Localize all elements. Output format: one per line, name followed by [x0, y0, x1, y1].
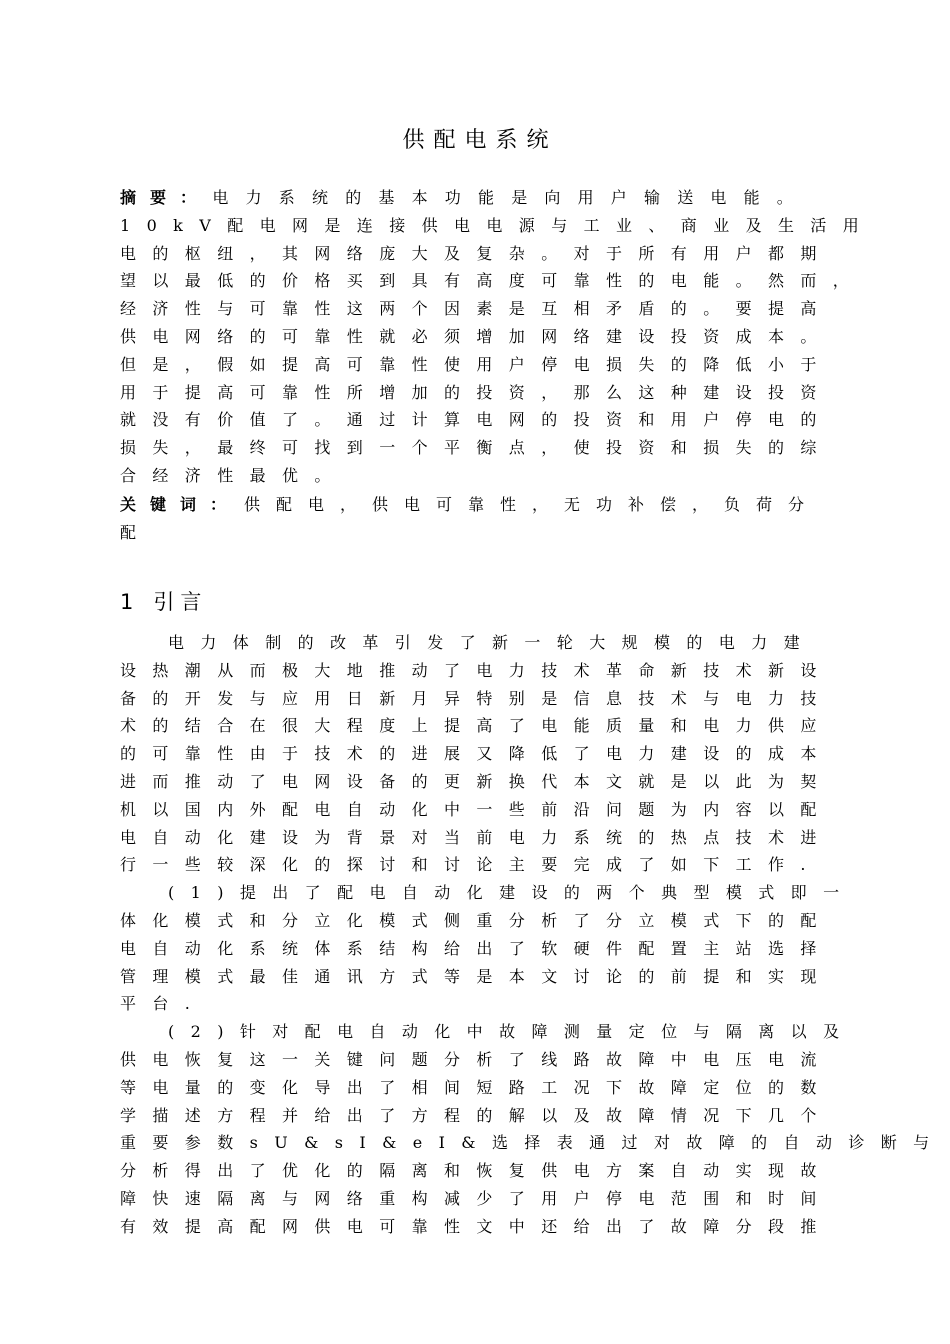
body-line: 设热潮从而极大地推动了电力技术革命新技术新设: [120, 660, 833, 680]
abstract-line: 经济性与可靠性这两个因素是互相矛盾的。要提高: [120, 299, 833, 319]
body-line: 机以国内外配电自动化中一些前沿问题为内容以配: [120, 799, 833, 819]
keywords-block: [120, 491, 820, 547]
body-line: 平台.: [120, 994, 207, 1014]
keywords-label: 关键词：: [120, 495, 241, 514]
body-line: 障快速隔离与网络重构减少了用户停电范围和时间: [120, 1188, 833, 1208]
abstract-line: 就没有价值了。通过计算电网的投资和用户停电的: [120, 410, 833, 430]
body-line: 供电恢复这一关键问题分析了线路故障中电压电流: [120, 1049, 833, 1069]
body-line: 行一些较深化的探讨和讨论主要完成了如下工作.: [120, 855, 822, 875]
keywords-text: 供配电，供电可靠性，无功补偿，负荷分: [243, 495, 820, 514]
keywords-line: 配: [120, 522, 137, 542]
abstract-line: 但是，假如提高可靠性使用户停电损失的降低小于: [120, 354, 833, 374]
body-line: 分析得出了优化的隔离和恢复供电方案自动实现故: [120, 1161, 833, 1181]
body-line: (1)提出了配电自动化建设的两个典型模式即一: [168, 883, 856, 903]
body-line: 学描述方程并给出了方程的解以及故障情况下几个: [120, 1105, 833, 1125]
body-line: 重要参数sU&sI&eI&选择表通过对故障的自动诊断与: [120, 1133, 946, 1153]
section-number: 1: [120, 590, 140, 614]
body-line: 电力体制的改革引发了新一轮大规模的电力建: [168, 633, 817, 652]
section-heading: [120, 588, 207, 616]
abstract-line: 用于提高可靠性所增加的投资，那么这种建设投资: [120, 382, 833, 402]
abstract-line: 电的枢纽，其网络庞大及复杂。对于所有用户都期: [120, 243, 833, 263]
abstract-label: 摘要：: [120, 188, 211, 207]
section-title: 引言: [153, 590, 208, 614]
body-line: 电自动化系统体系结构给出了软硬件配置主站选择: [120, 938, 833, 958]
body-line: 进而推动了电网设备的更新换代本文就是以此为契: [120, 771, 833, 791]
abstract-line: 合经济性最优。: [120, 465, 347, 485]
abstract-line: 损失，最终可找到一个平衡点，使投资和损失的综: [120, 438, 833, 458]
abstract-line: 望以最低的价格买到具有高度可靠性的电能。然而，: [120, 271, 866, 291]
abstract-text: 电力系统的基本功能是向用户输送电能。: [212, 188, 810, 207]
body-line: 体化模式和分立化模式侧重分析了分立模式下的配: [120, 910, 833, 930]
keywords-line: [120, 491, 820, 519]
section-body: [120, 629, 946, 1241]
body-line: 术的结合在很大程度上提高了电能质量和电力供应: [120, 716, 833, 736]
abstract-line: 10kV配电网是连接供电电源与工业、商业及生活用: [120, 215, 876, 235]
body-line: (2)针对配电自动化中故障测量定位与隔离以及: [168, 1022, 856, 1042]
body-line: 备的开发与应用日新月异特别是信息技术与电力技: [120, 688, 833, 708]
document-title: 供配电系统: [402, 128, 558, 153]
body-line: 电自动化建设为背景对当前电力系统的热点技术进: [120, 827, 833, 847]
body-line: 有效提高配网供电可靠性文中还给出了故障分段推: [120, 1216, 833, 1236]
body-line: 等电量的变化导出了相间短路工况下故障定位的数: [120, 1077, 833, 1097]
body-line: 的可靠性由于技术的进展又降低了电力建设的成本: [120, 744, 833, 764]
abstract-block: [120, 184, 876, 490]
abstract-line: 供电网络的可靠性就必须增加网络建设投资成本。: [120, 326, 833, 346]
abstract-line: [120, 184, 820, 212]
body-line: 管理模式最佳通讯方式等是本文讨论的前提和实现: [120, 966, 833, 986]
